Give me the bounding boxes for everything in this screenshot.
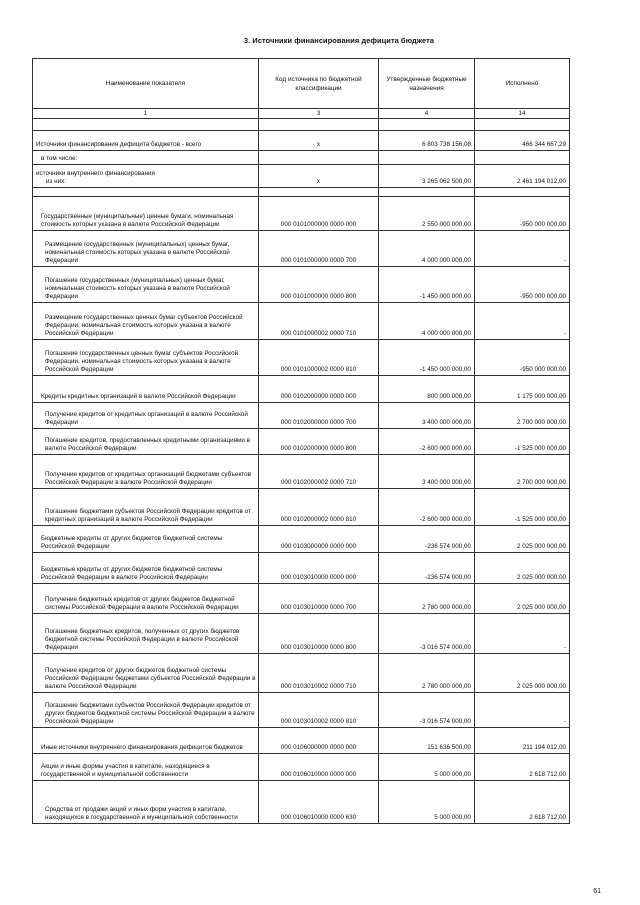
row-name-text: Размещение государственных ценных бумаг субъектов Российской Федерации, номинальная стоимость которых указана в валюте Российской Федерации	[45, 314, 243, 337]
row-name-text: Размещение государственных (муниципальных) ценных бумаг, номинальная стоимость которых указана в валюте Российской Федерации	[45, 241, 230, 264]
row-code: 000 0101000002 0000 810	[259, 340, 379, 376]
row-approved: 2 550 000 000,00	[379, 197, 475, 231]
row-name	[33, 197, 259, 231]
row-name	[33, 584, 259, 614]
row-approved: 4 000 000 000,00	[379, 231, 475, 267]
row-executed: 211 194 012,00	[475, 728, 570, 754]
column-number: 3	[259, 109, 379, 119]
row-code: 000 0102000002 0000 810	[259, 489, 379, 526]
page-number: 61	[593, 888, 601, 895]
row-name-text: Акции и иные формы участия в капитале, находящиеся в государственной и муниципальной собственности	[41, 763, 210, 778]
header-name: Наименование показателя	[33, 59, 259, 109]
table-row	[33, 267, 570, 303]
row-approved: 6 803 738 156,08	[379, 131, 475, 151]
spacer-row	[33, 119, 570, 131]
row-executed: -1 525 000 000,00	[475, 429, 570, 455]
row-executed: 2 025 000 000,00	[475, 553, 570, 584]
row-name-text: Бюджетные кредиты от других бюджетов бюджетной системы Российской Федерации	[41, 535, 223, 550]
row-name-text: Погашение кредитов, предоставленных кредитными организациями в валюте Российской Федерации	[45, 437, 250, 452]
row-executed: -950 000 000,00	[475, 197, 570, 231]
table-row	[33, 553, 570, 584]
table-row	[33, 197, 570, 231]
row-name	[33, 455, 259, 489]
row-executed: -	[475, 303, 570, 340]
row-code: 000 0101000000 0000 800	[259, 267, 379, 303]
row-name-text: источники внутреннего финансирования	[36, 170, 155, 177]
row-code: 000 0103010002 0000 810	[259, 693, 379, 728]
row-name	[33, 231, 259, 267]
row-executed: 2 461 194 012,00	[475, 165, 570, 188]
row-name-text: Кредиты кредитных организаций в валюте Российской Федерации	[41, 393, 236, 400]
row-name	[33, 553, 259, 584]
row-approved: -3 016 574 000,00	[379, 614, 475, 654]
row-name	[33, 614, 259, 654]
row-name-text: Источники финансирования дефицита бюджетов - всего	[36, 141, 202, 148]
row-code	[259, 151, 379, 165]
row-executed: 2 025 000 000,00	[475, 584, 570, 614]
row-executed: 2 025 000 000,00	[475, 526, 570, 553]
row-code: 000 0101000000 0000 700	[259, 231, 379, 267]
row-name	[33, 131, 259, 151]
row-name	[33, 728, 259, 754]
row-executed: -	[475, 693, 570, 728]
row-executed	[475, 188, 570, 197]
row-code: 000 0102000002 0000 710	[259, 455, 379, 489]
row-name-text: в том числе:	[41, 155, 78, 162]
table-row	[33, 693, 570, 728]
spacer-cell	[33, 119, 259, 131]
row-code: 000 0102000000 0000 000	[259, 376, 379, 403]
table-row	[33, 403, 570, 429]
row-name-text: Погашение бюджетных кредитов, полученных от других бюджетов бюджетной системы Российской Федерации в валюте Российской Федерации	[45, 628, 240, 651]
row-name	[33, 403, 259, 429]
row-approved: 5 000 000,00	[379, 781, 475, 824]
row-name	[33, 526, 259, 553]
row-name	[33, 781, 259, 824]
row-name-text: Получение кредитов от кредитных организаций в валюте Российской Федерации	[45, 411, 248, 426]
row-approved: 3 400 000 000,00	[379, 455, 475, 489]
title-text: 3. Источники финансирования дефицита бюджета	[243, 36, 435, 45]
column-number: 4	[379, 109, 475, 119]
row-name	[33, 376, 259, 403]
row-executed: 2 025 000 000,00	[475, 654, 570, 693]
row-name	[33, 489, 259, 526]
row-name	[33, 165, 259, 188]
row-code: 000 0103000000 0000 000	[259, 526, 379, 553]
row-approved: 3 400 000 000,00	[379, 403, 475, 429]
row-name	[33, 303, 259, 340]
row-approved: 4 000 000 000,00	[379, 303, 475, 340]
row-approved: 2 780 000 000,00	[379, 584, 475, 614]
row-name-text: Погашение государственных ценных бумаг субъектов Российской Федерации, номинальная стоимость которых указана в валюте Российской Федерации	[45, 350, 239, 373]
column-number: 1	[33, 109, 259, 119]
row-name	[33, 693, 259, 728]
financing-sources-table	[32, 58, 570, 824]
row-code: 000 0102000000 0000 700	[259, 403, 379, 429]
table-row	[33, 584, 570, 614]
table-row	[33, 614, 570, 654]
row-code: 000 0103010000 0000 700	[259, 584, 379, 614]
row-code	[259, 188, 379, 197]
row-executed: -1 525 000 000,00	[475, 489, 570, 526]
row-code: x	[259, 165, 379, 188]
row-executed: 2 700 000 000,00	[475, 455, 570, 489]
spacer-cell	[259, 119, 379, 131]
row-executed: -950 000 000,00	[475, 340, 570, 376]
row-approved: -2 600 000 000,00	[379, 429, 475, 455]
row-code: 000 0103010000 0000 000	[259, 553, 379, 584]
row-approved: 3 265 062 500,00	[379, 165, 475, 188]
row-approved: -1 450 000 000,00	[379, 340, 475, 376]
spacer-cell	[475, 119, 570, 131]
row-name-text: Получение кредитов от других бюджетов бюджетной системы Российской Федерации бюджетами субъектов Российской Федерации в валюте Российской Федерации	[45, 667, 256, 690]
row-subnote: из них:	[46, 178, 67, 185]
row-code: 000 0106010000 0000 630	[259, 781, 379, 824]
row-executed: 1 175 000 000,00	[475, 376, 570, 403]
table-row	[33, 188, 570, 197]
table-row	[33, 654, 570, 693]
table-row	[33, 754, 570, 781]
column-number-row	[33, 109, 570, 119]
row-code: 000 0103010002 0000 710	[259, 654, 379, 693]
table-header-row	[33, 59, 570, 109]
table-row	[33, 231, 570, 267]
row-approved: 5 000 000,00	[379, 754, 475, 781]
table-row	[33, 303, 570, 340]
row-approved: -236 574 000,00	[379, 526, 475, 553]
table-row	[33, 728, 570, 754]
row-executed: 2 618 712,00	[475, 781, 570, 824]
row-name	[33, 754, 259, 781]
row-approved: -1 450 000 000,00	[379, 267, 475, 303]
row-name-text: Погашение государственных (муниципальных) ценных бумаг, номинальная стоимость которых указана в валюте Российской Федерации	[45, 277, 230, 300]
row-approved	[379, 188, 475, 197]
document-title	[0, 36, 640, 45]
row-code: 000 0101000002 0000 710	[259, 303, 379, 340]
table-row	[33, 131, 570, 151]
row-executed: -950 000 000,00	[475, 267, 570, 303]
row-name-text: Бюджетные кредиты от других бюджетов бюджетной системы Российской Федерации в валюте Российской Федерации	[41, 566, 223, 581]
row-code: 000 0106000000 0000 000	[259, 728, 379, 754]
table-row	[33, 165, 570, 188]
row-name	[33, 151, 259, 165]
table-row	[33, 340, 570, 376]
row-name	[33, 267, 259, 303]
row-code: 000 0102000000 0000 800	[259, 429, 379, 455]
row-executed	[475, 151, 570, 165]
row-name-text: Погашение бюджетами субъектов Российской Федерации кредитов от кредитных организаций в валюте Российской Федерации	[45, 508, 251, 523]
header-code: Код источника по бюджетной классификации	[259, 59, 379, 109]
row-name-text: Получение бюджетных кредитов от других бюджетов бюджетной системы Российской Федерации в валюте Российской Федерации	[45, 596, 239, 611]
row-name-text: Иные источники внутреннего финансирования дефицитов бюджетов	[41, 744, 243, 751]
row-approved: -2 600 000 000,00	[379, 489, 475, 526]
row-name	[33, 654, 259, 693]
row-executed: 466 344 667,29	[475, 131, 570, 151]
row-approved: 2 780 000 000,00	[379, 654, 475, 693]
row-executed: -	[475, 614, 570, 654]
row-approved: -3 016 574 000,00	[379, 693, 475, 728]
row-executed: -	[475, 231, 570, 267]
row-name-text: Государственные (муниципальные) ценные бумаги, номинальная стоимость которых указана в валюте Российской Федерации	[41, 213, 234, 228]
spacer-cell	[379, 119, 475, 131]
row-name-text: Средства от продажи акций и иных форм участия в капитале, находящихся в государственной и муниципальной собственности	[45, 806, 238, 821]
table-row	[33, 151, 570, 165]
row-name-text: Погашение бюджетами субъектов Российской Федерации кредитов от других бюджетов бюджетной системы Российской Федерации в валюте Российской Федерации	[45, 702, 255, 725]
table-row	[33, 489, 570, 526]
row-name-text: Получение кредитов от кредитных организаций бюджетами субъектов Российской Федерации в валюте Российской Федерации	[45, 471, 251, 486]
row-code: 000 0101000000 0000 000	[259, 197, 379, 231]
row-approved: -236 574 000,00	[379, 553, 475, 584]
row-code: 000 0103010000 0000 800	[259, 614, 379, 654]
row-executed: 2 618 712,00	[475, 754, 570, 781]
row-approved	[379, 151, 475, 165]
row-executed: 2 700 000 000,00	[475, 403, 570, 429]
row-code: 000 0106010000 0000 000	[259, 754, 379, 781]
table-row	[33, 781, 570, 824]
table-row	[33, 526, 570, 553]
header-executed: Исполнено	[475, 59, 570, 109]
table-row	[33, 376, 570, 403]
row-name	[33, 340, 259, 376]
row-code: x	[259, 131, 379, 151]
row-name	[33, 188, 259, 197]
row-approved: 151 636 500,00	[379, 728, 475, 754]
table-row	[33, 455, 570, 489]
row-approved: 800 000 000,00	[379, 376, 475, 403]
row-name	[33, 429, 259, 455]
header-approved: Утвержденные бюджетные назначения	[379, 59, 475, 109]
column-number: 14	[475, 109, 570, 119]
table-row	[33, 429, 570, 455]
